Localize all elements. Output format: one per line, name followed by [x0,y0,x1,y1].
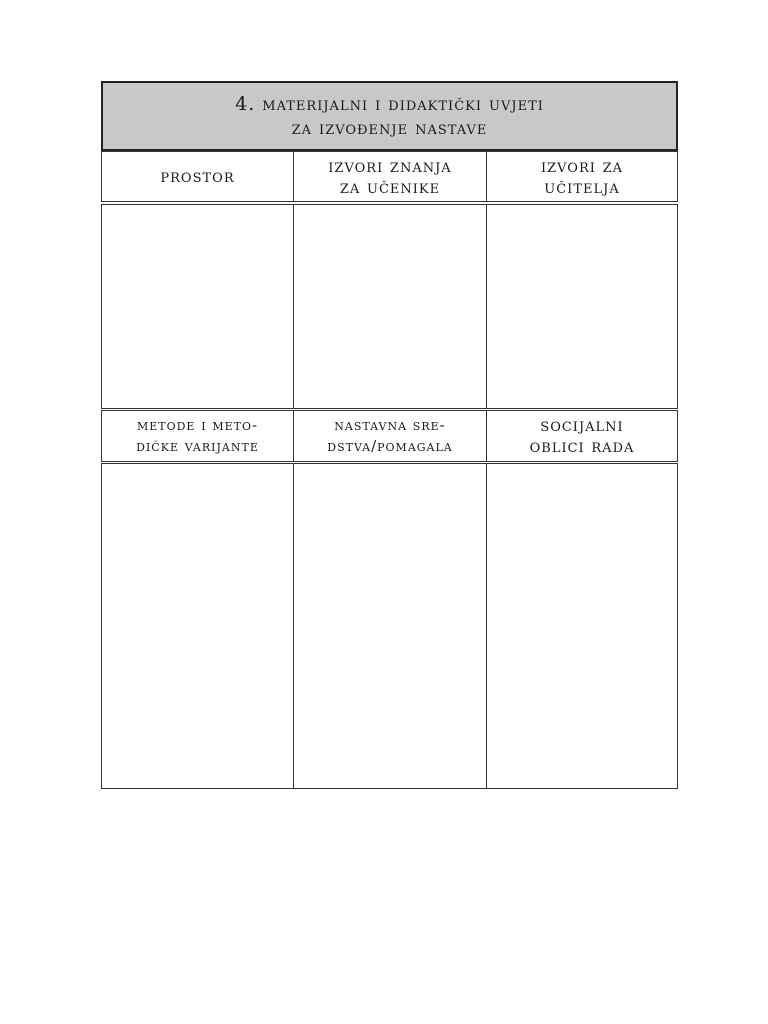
header-prostor-label: prostor [160,166,235,187]
header-nastavna-sredstva [293,410,487,462]
header-nastavna-sredstva-line-1: nastavna sre- [334,416,446,434]
nastavna-sredstva-entry-box[interactable] [293,463,487,789]
lesson-plan-form [101,81,678,789]
izvori-za-ucitelja-entry-box[interactable] [486,204,678,409]
section-title-line-2: za izvođenje nastave [291,117,488,139]
header-izvori-za-ucenike-line-1: izvori znanja [328,155,452,177]
header-socijalni-oblici [486,410,678,462]
header-izvori-za-ucenike-line-2: za učenike [339,176,441,198]
header-socijalni-oblici-line-2: oblici rada [529,436,635,457]
header-metode-line-2: dičke varijante [136,437,259,455]
header-izvori-za-ucenike [293,151,487,202]
section-title [101,81,678,151]
header-izvori-za-ucitelja [486,151,678,202]
header-metode-line-1: metode i meto- [136,416,259,434]
header-prostor [101,151,294,202]
header-izvori-za-ucitelja-line-1: izvori za [540,155,624,177]
socijalni-oblici-entry-box[interactable] [486,463,678,789]
header-metode [101,410,294,462]
section-title-line-1: 4. materijalni i didaktički uvjeti [235,93,544,115]
header-socijalni-oblici-line-1: socijalni [540,415,624,436]
prostor-entry-box[interactable] [101,204,294,409]
metode-entry-box[interactable] [101,463,294,789]
header-nastavna-sredstva-line-2: dstva/pomagala [327,437,453,455]
header-izvori-za-ucitelja-line-2: učitelja [544,176,620,198]
izvori-za-ucenike-entry-box[interactable] [293,204,487,409]
